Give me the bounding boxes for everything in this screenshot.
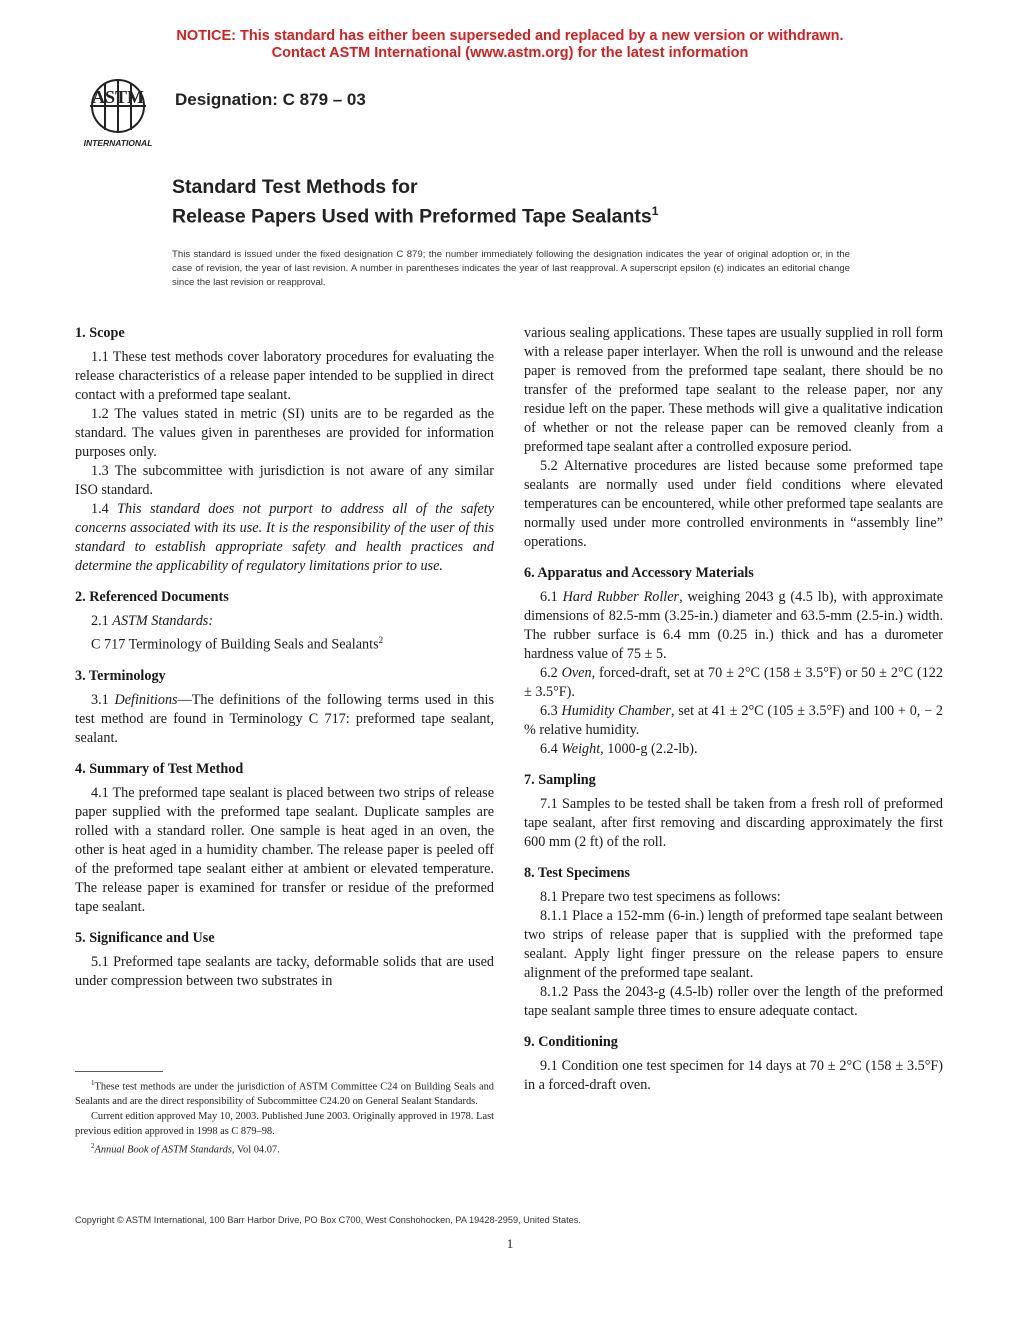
notice-line-1: NOTICE: This standard has either been superseded and replaced by a new version or withdrawn.: [176, 28, 844, 44]
paragraph: 5.2 Alternative procedures are listed because some preformed tape sealants are normally used under field conditions where elevated temperatures can be encountered, while other preformed tape sealants are normally used under more controlled environments in “assembly line” operations.: [524, 458, 943, 550]
paragraph: 6.3 Humidity Chamber, set at 41 ± 2°C (105 ± 3.5°F) and 100 + 0, − 2 % relative humidity.: [524, 703, 943, 738]
paragraph: 5.1 Preformed tape sealants are tacky, deformable solids that are used under compression between two substrates in: [75, 953, 494, 989]
page-number: 1: [506, 1236, 514, 1251]
footnotes: [75, 1076, 494, 1158]
paragraph: 8.1.2 Pass the 2043-g (4.5-lb) roller over the length of the preformed tape sealant sample three times to ensure adequate contact.: [524, 984, 943, 1019]
supersede-notice: [0, 28, 1020, 62]
paragraph: 1.4 This standard does not purport to address all of the safety concerns associated with its use. It is the responsibility of the user of this standard to establish appropriate safety and health practices and determine the applicability of regulatory limitations prior to use.: [75, 501, 494, 574]
paragraph: 7.1 Samples to be tested shall be taken from a fresh roll of preformed tape sealant, after first removing and discarding approximately the first 600 mm (2 ft) of the roll.: [524, 796, 943, 850]
section-heading: 4. Summary of Test Method: [75, 760, 244, 777]
document-title: [172, 175, 658, 229]
paragraph: 1.1 These test methods cover laboratory procedures for evaluating the release characteristics of a release paper intended to be supplied in direct contact with a preformed tape sealant.: [75, 349, 494, 403]
notice-line-2: Contact ASTM International (www.astm.org) for the latest information: [271, 45, 749, 61]
designation: Designation: C 879 – 03: [175, 90, 366, 109]
paragraph: 1.3 The subcommittee with jurisdiction is not aware of any similar ISO standard.: [75, 463, 494, 498]
copyright: Copyright © ASTM International, 100 Barr Harbor Drive, PO Box C700, West Conshohocken, PA 19428-2959, United States.: [75, 1215, 581, 1225]
section-heading: 5. Significance and Use: [75, 929, 215, 946]
title-footnote-mark: 1: [651, 204, 659, 218]
paragraph: 3.1 Definitions—The definitions of the following terms used in this test method are found in Terminology C 717: preformed tape sealant, sealant.: [75, 691, 494, 746]
paragraph: 8.1.1 Place a 152-mm (6-in.) length of preformed tape sealant between two strips of release paper that is supplied with the preformed tape sealant. Apply light finger pressure on the release papers to ensure alignment of the preformed tape sealant.: [524, 908, 943, 981]
paragraph: 6.1 Hard Rubber Roller, weighing 2043 g (4.5 lb), with approximate dimensions of 82.5-mm (3.25-in.) diameter and 63.5-mm (2.5-in.) width. The rubber surface is 6.4 mm (0.25 in.) thick and has a durometer hardness value of 75 ± 5.: [524, 589, 944, 662]
paragraph: 2.1 ASTM Standards:: [91, 613, 214, 629]
astm-logo-icon: [76, 76, 160, 152]
footnote-1b: Current edition approved May 10, 2003. Published June 2003. Originally approved in 1978. Last previous edition approved in 1998 as C 879–98.: [75, 1111, 494, 1138]
logo-subtext: INTERNATIONAL: [83, 138, 153, 148]
paragraph: 9.1 Condition one test specimen for 14 days at 70 ± 2°C (158 ± 3.5°F) in a forced-draft oven.: [524, 1058, 943, 1093]
section-heading: 8. Test Specimens: [524, 865, 631, 881]
paragraph: 8.1 Prepare two test specimens as follows:: [540, 889, 781, 905]
paragraph: 4.1 The preformed tape sealant is placed between two strips of release paper supplied with the preformed tape sealant. Duplicate samples are rolled with a standard roller. One sample is heat aged in an oven, the other is heat aged in a humidity chamber. The release paper is peeled off of the preformed tape sealant either at ambient or elevated temperature. The release paper is examined for transfer or residue of the preformed tape sealant.: [75, 784, 494, 915]
paragraph: 6.2 Oven, forced-draft, set at 70 ± 2°C (158 ± 3.5°F) or 50 ± 2°C (122 ± 3.5°F).: [524, 665, 943, 700]
right-column: [524, 324, 943, 1095]
section-heading: 3. Terminology: [75, 667, 166, 684]
paragraph: 6.4 Weight, 1000-g (2.2-lb).: [540, 741, 698, 757]
section-heading: 9. Conditioning: [524, 1034, 618, 1050]
section-heading: 1. Scope: [75, 325, 125, 341]
section-heading: 7. Sampling: [524, 772, 596, 788]
title-line-1: Standard Test Methods for: [172, 176, 418, 198]
section-heading: 2. Referenced Documents: [75, 589, 229, 605]
footnote-rule: [75, 1071, 163, 1072]
issued-note: This standard is issued under the fixed designation C 879; the number immediately following the designation indicates the year of original adoption or, in the case of revision, the year of last revision. A number in parentheses indicates the year of last reapproval. A superscript epsilon (ϵ) indicates an editorial change since the last revision or reapproval.: [172, 249, 850, 288]
footnote-1: $^1$These test methods are under the jurisdiction of ASTM Committee C24 on Building Seals and Sealants and are the direct responsibility of Subcommittee C24.20 on General Sealant Standards.: [75, 1079, 494, 1108]
left-column: [75, 324, 494, 991]
logo-text: ASTM: [91, 87, 145, 107]
title-line-2: Release Papers Used with Preformed Tape Sealants$^1$: [172, 204, 659, 228]
paragraph: C 717 Terminology of Building Seals and Sealants$^2$: [91, 635, 384, 653]
section-heading: 6. Apparatus and Accessory Materials: [524, 565, 754, 581]
footnote-2: $^2$Annual Book of ASTM Standards, Vol 04.07.: [91, 1142, 280, 1156]
paragraph: various sealing applications. These tapes are usually supplied in roll form with a release paper interlayer. When the roll is unwound and the release paper is removed from the preformed tape sealant, there should be no transfer of the preformed tape sealant to the release paper, nor any residue left on the paper. These methods will give a qualitative indication of whether or not the release paper can be removed cleanly from a preformed tape sealant after a controlled exposure period.: [524, 325, 943, 455]
paragraph: 1.2 The values stated in metric (SI) units are to be regarded as the standard. The values given in parentheses are provided for information purposes only.: [75, 406, 494, 460]
